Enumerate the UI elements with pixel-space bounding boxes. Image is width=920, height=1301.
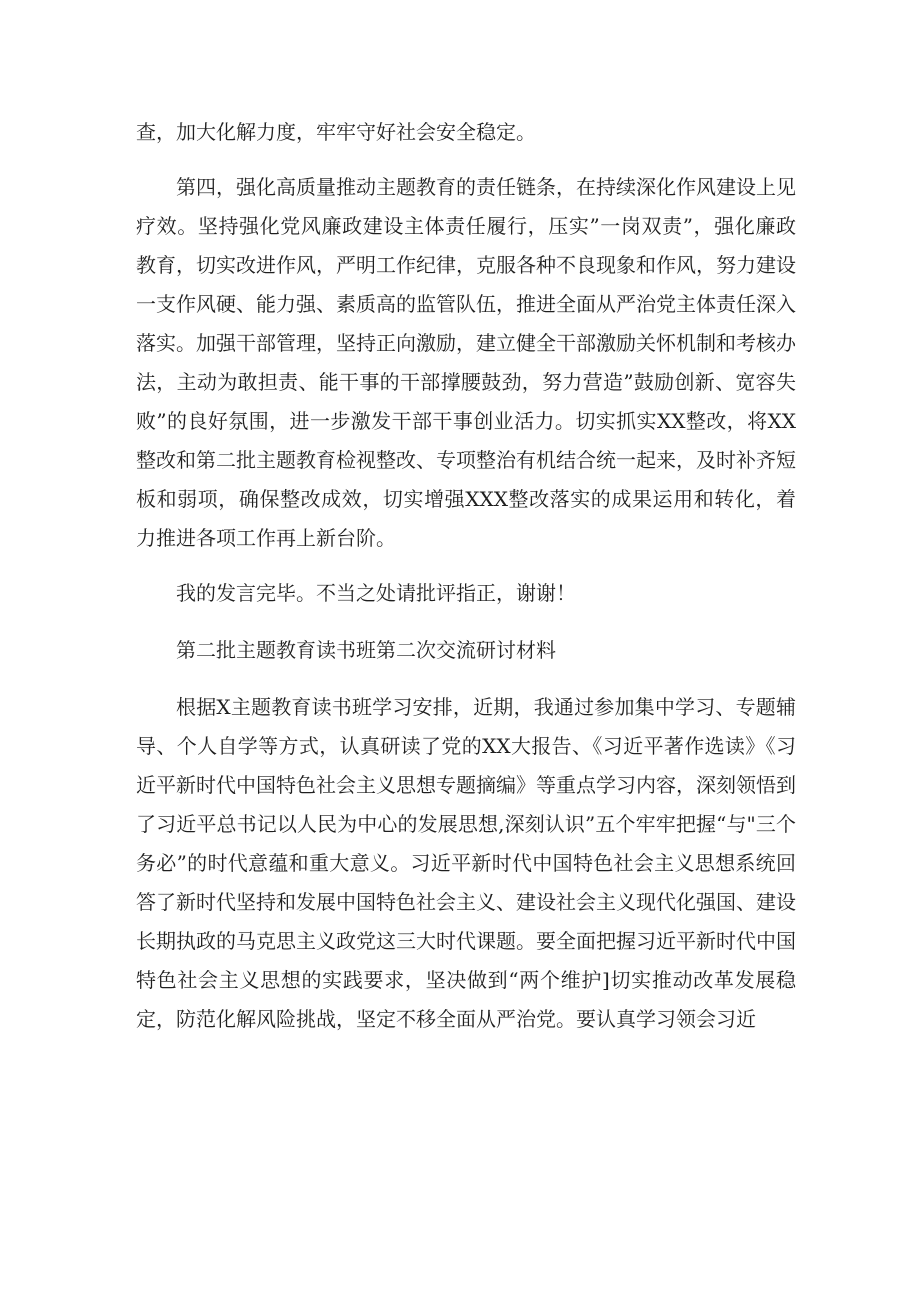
paragraph-continuation: 查，加大化解力度，牢牢守好社会安全稳定。 (136, 120, 536, 144)
section-heading: 第二批主题教育读书班第二次交流研讨材料 (176, 638, 556, 662)
paragraph-fourth-point: 第四，强化高质量推动主题教育的责任链条，在持续深化作风建设上见疗效。坚持强化党风廉政建设主体责任履行，压实”一岗双责”，强化廉政教育，切实改进作风，严明工作纪律，克服各种不良现象和作风，努力建设一支作风硬、能力强、素质高的监管队伍，推进全面从严治党主体责任深入落实。加强干部管理，坚持正向激励，建立健全干部激励关怀机制和考核办法，主动为敢担责、能干事的干部撑腰鼓劲，努力营造”鼓励创新、宽容失败”的良好氛围，进一步激发干部干事创业活力。切实抓实XX整改，将XX整改和第二批主题教育检视整改、专项整治有机结合统一起来，及时补齐短板和弱项，确保整改成效，切实增强XXX整改落实的成果运用和转化，着力推进各项工作再上新台阶。 (136, 175, 796, 550)
document-body (136, 113, 796, 1055)
paragraph-study-summary: 根据X主题教育读书班学习安排，近期，我通过参加集中学习、专题辅导、个人自学等方式，认真研读了党的XX大报告、《习近平著作选读》《习近平新时代中国特色社会主义思想专题摘编》等重点学习内容，深刻领悟到了习近平总书记以人民为中心的发展思想,深刻认识”五个牢牢把握“与"三个务必”的时代意蕴和重大意义。习近平新时代中国特色社会主义思想系统回答了新时代坚持和发展中国特色社会主义、建设社会主义现代化强国、建设长期执政的马克思主义政党这三大时代课题。要全面把握习近平新时代中国特色社会主义思想的实践要求，坚决做到“两个维护]切实推动改革发展稳定，防范化解风险挑战，坚定不移全面从严治党。要认真学习领会习近 (136, 695, 796, 1031)
paragraph-closing-remark: 我的发言完毕。不当之处请批评指正，谢谢！ (176, 581, 576, 605)
